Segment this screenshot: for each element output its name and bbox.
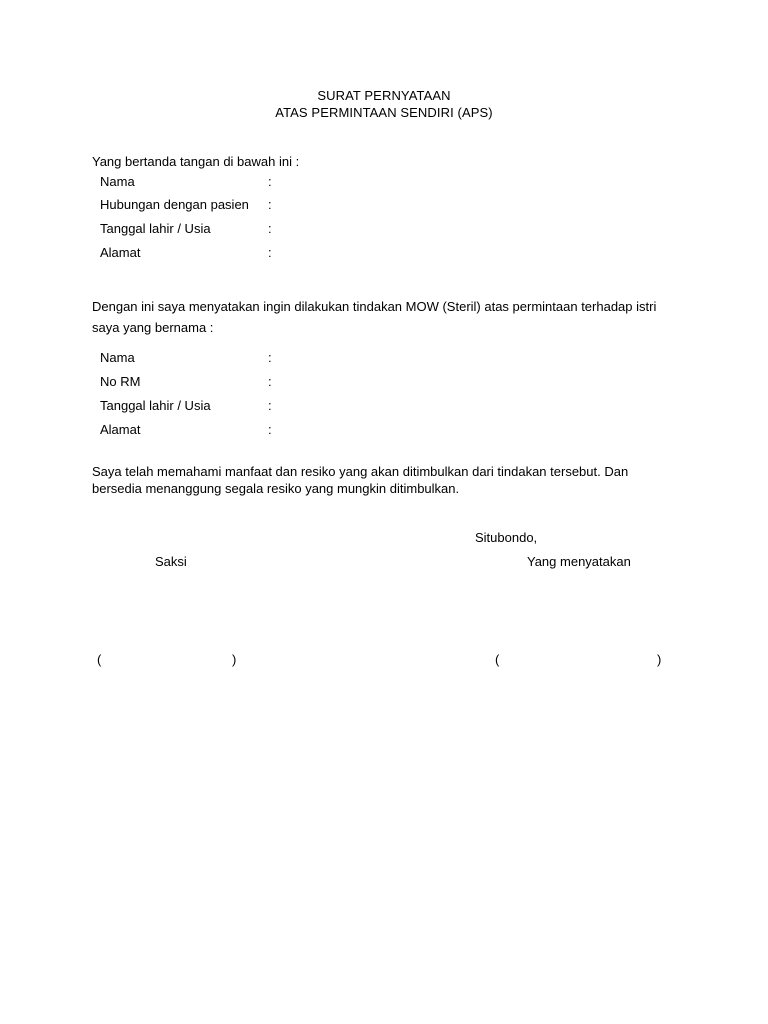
signature-place: Situbondo, <box>475 530 538 545</box>
witness-signature-open-paren: ( <box>97 652 102 667</box>
field-label: Nama <box>100 350 135 365</box>
field-label: Hubungan dengan pasien <box>100 197 249 212</box>
field-colon: : <box>268 350 272 365</box>
field-label: Tanggal lahir / Usia <box>100 221 211 236</box>
witness-signature-close-paren: ) <box>232 652 237 667</box>
field-label: Alamat <box>100 422 141 437</box>
field-colon: : <box>268 197 272 212</box>
section1-intro: Yang bertanda tangan di bawah ini : <box>92 154 300 169</box>
declarant-signature-close-paren: ) <box>657 652 662 667</box>
witness-label: Saksi <box>155 554 187 569</box>
field-label: Nama <box>100 174 135 189</box>
field-colon: : <box>268 422 272 437</box>
statement-line-2: saya yang bernama : <box>92 320 214 335</box>
field-colon: : <box>268 374 272 389</box>
declarant-signature-open-paren: ( <box>495 652 500 667</box>
field-label: No RM <box>100 374 141 389</box>
statement-line-1: Dengan ini saya menyatakan ingin dilakukan tindakan MOW (Steril) atas permintaan terhadap istri <box>92 299 657 314</box>
field-colon: : <box>268 221 272 236</box>
acknowledgement-line-1: Saya telah memahami manfaat dan resiko yang akan ditimbulkan dari tindakan tersebut. Dan <box>92 464 629 479</box>
document-subtitle: ATAS PERMINTAAN SENDIRI (APS) <box>275 105 493 120</box>
field-label: Alamat <box>100 245 141 260</box>
field-label: Tanggal lahir / Usia <box>100 398 211 413</box>
declarant-label: Yang menyatakan <box>527 554 631 569</box>
document-title: SURAT PERNYATAAN <box>317 88 451 103</box>
field-colon: : <box>268 398 272 413</box>
acknowledgement-line-2: bersedia menanggung segala resiko yang mungkin ditimbulkan. <box>92 481 460 496</box>
field-colon: : <box>268 245 272 260</box>
field-colon: : <box>268 174 272 189</box>
